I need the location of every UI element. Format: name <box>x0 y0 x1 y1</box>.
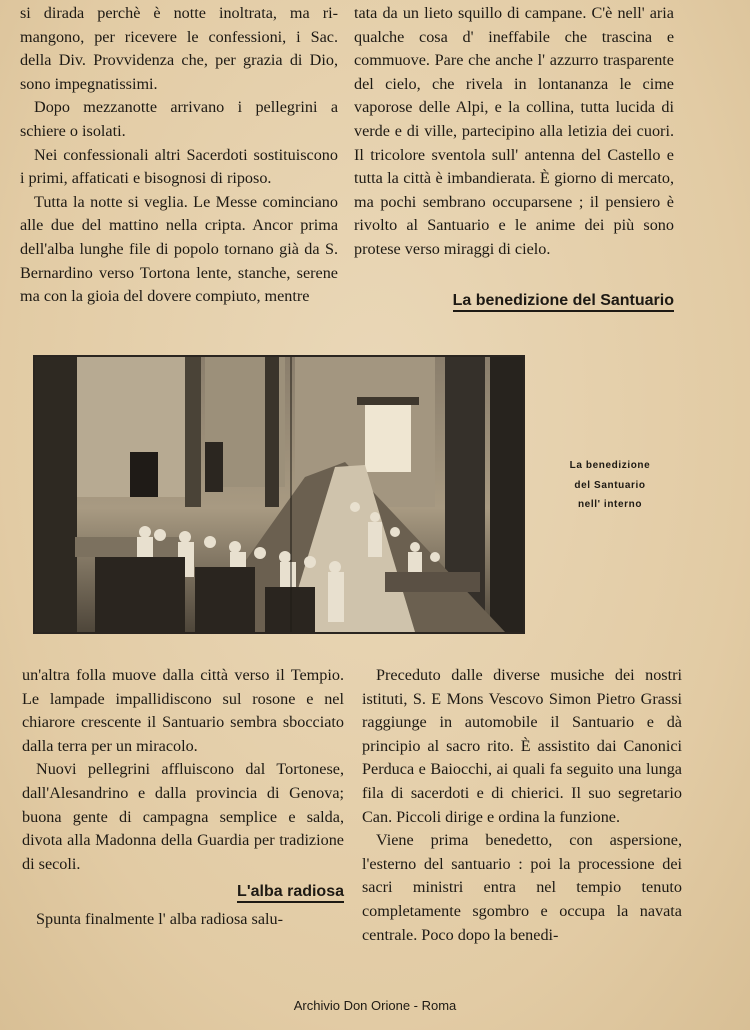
caption-line: nell' interno <box>577 499 643 510</box>
paragraph: si dirada perchè è notte inoltrata, ma ri-mangono, per ricevere le confessioni, i Sac. della Div. Provvidenza che, per grazia di Dio, sono impegnatissimi. <box>20 4 338 93</box>
caption-line: del Santuario <box>574 479 646 491</box>
paragraph: un'altra folla muove dalla città verso il Tempio. Le lampade impallidiscono sul rosone e nel chiarore crescente il Santuario sembra sbocciato dalla terra per un miracolo. <box>22 666 344 755</box>
church-interior-photo <box>33 355 525 634</box>
column-bottom-right <box>362 664 682 947</box>
column-bottom-left <box>22 664 344 932</box>
section-heading <box>22 880 344 904</box>
photo-caption <box>540 456 680 515</box>
paragraph: Nei confessionali altri Sacerdoti sostituiscono i primi, affaticati e bisognosi di riposo. <box>20 145 338 188</box>
paragraph: Viene prima benedetto, con aspersione, l'esterno del santuario : poi la processione dei sacri ministri entra nel tempio tenuto completamente sgombro e occupa la navata centrale. Poco dopo la benedi- <box>362 831 682 944</box>
column-top-left <box>20 2 338 309</box>
paragraph: Spunta finalmente l' alba radiosa salu- <box>36 909 284 928</box>
caption-line: La benedizione <box>569 460 651 471</box>
section-heading <box>354 292 674 310</box>
paragraph: tata da un lieto squillo di campane. C'è nell' aria qualche cosa d' ineffabile che trascina e commuove. Pare che anche l' azzurro trasparente del cielo, che rivela in lontananza le cime vaporose delle Alpi, e la collina, tutta lucida di verde e di ville, partecipino alla letizia dei cuori. Il tricolore sventola sull' antenna del Castello e tutta la città è imbandierata. È giorno di mercato, ma pochi sembrano occuparsene ; il pensiero è rivolto al Santuario e le anime dei più sono protese verso miraggi di cielo. <box>354 4 674 258</box>
heading-text: La benedizione del Santuario <box>453 292 674 312</box>
paragraph: Dopo mezzanotte arrivano i pellegrini a schiere o isolati. <box>20 98 338 140</box>
heading-text: L'alba radiosa <box>237 883 344 903</box>
paragraph: Preceduto dalle diverse musiche dei nostri istituti, S. E Mons Vescovo Simon Pietro Grassi raggiunge in automobile il Santuario e dà principio al sacro rito. È assistito dai Canonici Perduca e Baiocchi, ai quali fa seguito una lunga fila di sacerdoti e di chierici. Il suo segretario Can. Piccoli dirige e ordina la funzione. <box>362 666 682 826</box>
column-top-right <box>354 2 674 262</box>
paragraph: Tutta la notte si veglia. Le Messe cominciano alle due del mattino nella cripta. Ancor prima dell'alba lunghe file di popolo tornano già da S. Bernardino verso Tortona lente, stanche, serene ma con la gioia del dovere compiuto, mentre <box>20 192 338 306</box>
paragraph: Nuovi pellegrini affluiscono dal Tortonese, dall'Alesandrino e dalla provincia di Genova; buona gente di campagna semplice e salda, divota alla Madonna della Guardia per tradizione di secoli. <box>22 760 344 873</box>
archive-footer: Archivio Don Orione - Roma <box>293 998 457 1013</box>
